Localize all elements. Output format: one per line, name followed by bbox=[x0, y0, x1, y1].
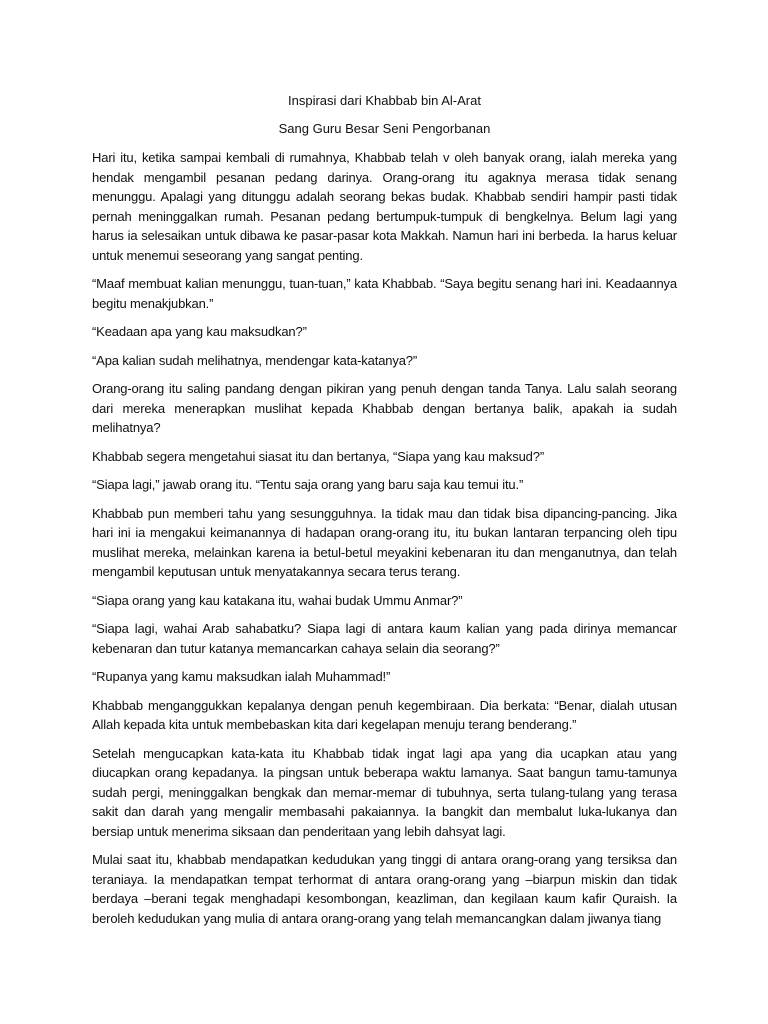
paragraph: “Apa kalian sudah melihatnya, mendengar kata-katanya?” bbox=[92, 352, 418, 368]
document-page bbox=[92, 92, 677, 937]
paragraph: “Keadaan apa yang kau maksudkan?” bbox=[92, 324, 307, 339]
paragraph: Orang-orang itu saling pandang dengan pikiran yang penuh dengan tanda Tanya. Lalu salah seorang dari mereka menerapkan muslihat kepada Khabbab dengan bertanya balik, apakah ia sudah melihatnya? bbox=[92, 381, 677, 435]
paragraph: Hari itu, ketika sampai kembali di rumahnya, Khabbab telah v oleh banyak orang, ialah mereka yang hendak mengambil pesanan pedang darinya. Orang-orang itu agaknya merasa tidak senang menunggu. Apalagi yang ditunggu adalah seorang bekas budak. Khabbab sendiri hampir pasti tidak pernah meninggalkan rumah. Pesanan pedang bertumpuk-tumpuk di bengkelnya. Belum lagi yang harus ia selesaikan untuk dibawa ke pasar-pasar kota Makkah. Namun hari ini berbeda. Ia harus keluar untuk menemui seseorang yang sangat penting. bbox=[92, 150, 677, 263]
paragraph: “Siapa lagi, wahai Arab sahabatku? Siapa lagi di antara kaum kalian yang pada dirinya memancar kebenaran dan tutur katanya memancarkan cahaya selain dia seorang?” bbox=[92, 621, 677, 656]
paragraph: Setelah mengucapkan kata-kata itu Khabbab tidak ingat lagi apa yang dia ucapkan atau yang diucapkan orang kepadanya. Ia pingsan untuk beberapa waktu lamanya. Saat bangun tamu-tamunya sudah pergi, meninggalkan bengkak dan memar-memar di tubuhnya, serta tulang-tulang yang terasa sakit dan darah yang mengalir membasahi pakaiannya. Ia bangkit dan membalut luka-lukanya dan bersiap untuk menerima siksaan dan penderitaan yang lebih dahsyat lagi. bbox=[92, 745, 677, 839]
paragraph: Khabbab segera mengetahui siasat itu dan bertanya, “Siapa yang kau maksud?” bbox=[92, 448, 544, 464]
paragraph: “Rupanya yang kamu maksudkan ialah Muhammad!” bbox=[92, 669, 391, 684]
document-title: Inspirasi dari Khabbab bin Al-Arat bbox=[288, 93, 481, 108]
paragraph: “Maaf membuat kalian menunggu, tuan-tuan,” kata Khabbab. “Saya begitu senang hari ini. Keadaannya begitu menakjubkan.” bbox=[92, 276, 677, 311]
paragraph: “Siapa orang yang kau katakana itu, wahai budak Ummu Anmar?” bbox=[92, 592, 463, 608]
paragraph: Mulai saat itu, khabbab mendapatkan kedudukan yang tinggi di antara orang-orang yang tersiksa dan teraniaya. Ia mendapatkan tempat terhormat di antara orang-orang yang –biarpun miskin dan tidak berdaya –berani tegak menghadapi kesombongan, keazliman, dan kegilaan kaum kafir Quraish. Ia beroleh kedudukan yang mulia di antara orang-orang yang telah memancangkan dalam jiwanya tiang bbox=[92, 852, 677, 926]
paragraph: Khabbab menganggukkan kepalanya dengan penuh kegembiraan. Dia berkata: “Benar, dialah utusan Allah kepada kita untuk membebaskan kita dari kegelapan menuju terang benderang.” bbox=[92, 697, 677, 732]
document-subtitle: Sang Guru Besar Seni Pengorbanan bbox=[278, 121, 491, 136]
paragraph: Khabbab pun memberi tahu yang sesungguhnya. Ia tidak mau dan tidak bisa dipancing-pancing. Jika hari ini ia mengakui keimanannya di hadapan orang-orang itu, itu bukan lantaran terpancing oleh tipu muslihat mereka, melainkan karena ia betul-betul meyakini kebenaran itu dan menganutnya, dan telah mengambil keputusan untuk menyatakannya secara terus terang. bbox=[92, 505, 677, 579]
paragraph: “Siapa lagi,” jawab orang itu. “Tentu saja orang yang baru saja kau temui itu.” bbox=[92, 477, 524, 492]
